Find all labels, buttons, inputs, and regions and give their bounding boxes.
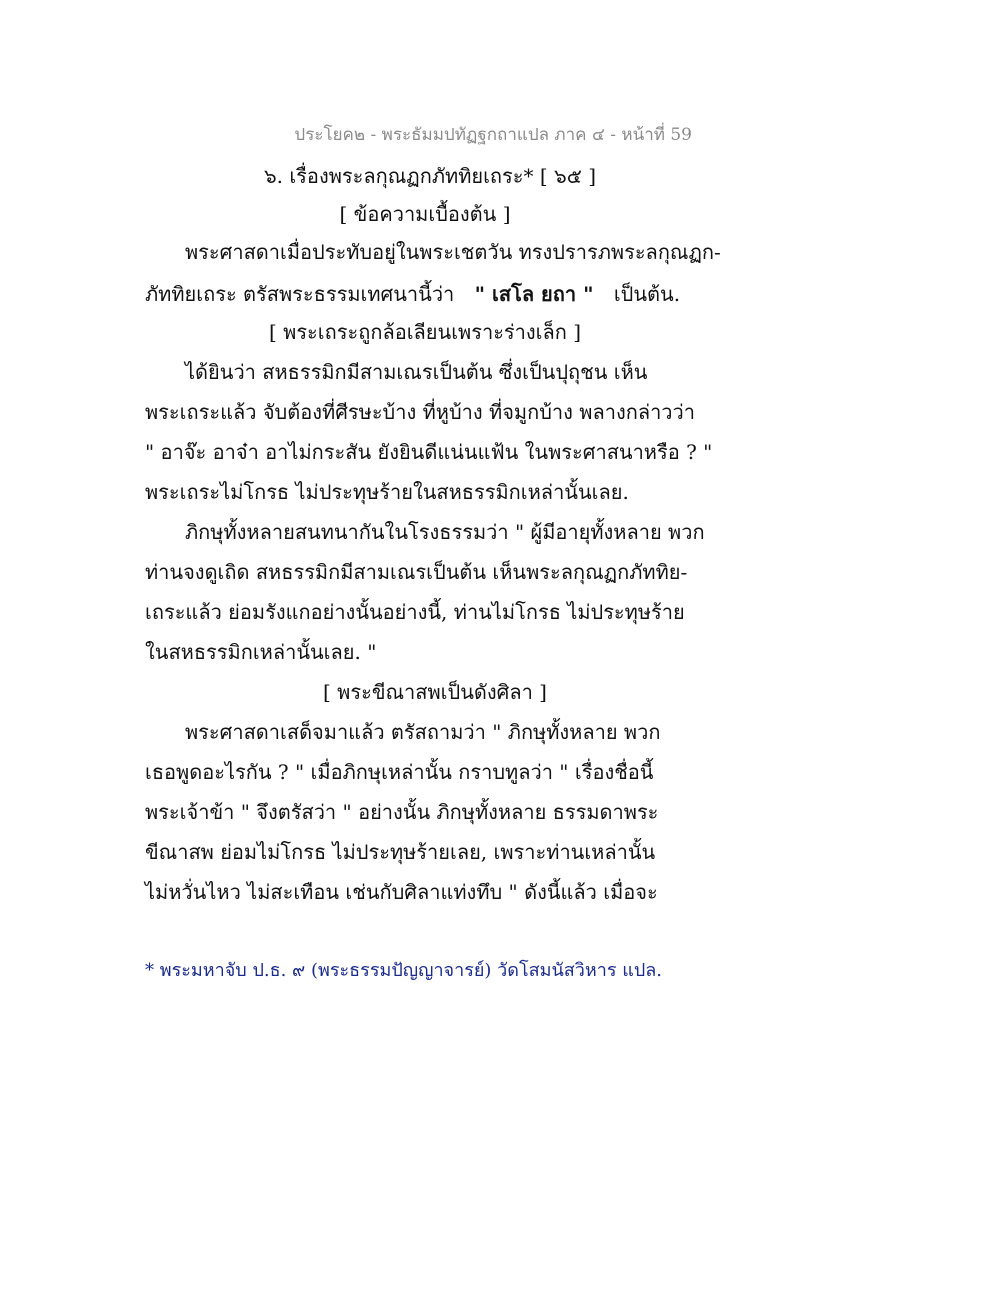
paragraph-line: เถระแล้ว ย่อมรังแกอย่างนั้นอย่างนี้, ท่านไม่โกรธ ไม่ประทุษร้าย [145,600,685,624]
paragraph-line [145,280,680,308]
paragraph-line: ในสหธรรมิกเหล่านั้นเลย. " [145,640,377,664]
paragraph-line: ได้ยินว่า สหธรรมิกมีสามเณรเป็นต้น ซึ่งเป็นปุถุชน เห็น [185,360,648,384]
section-heading-intro: [ ข้อความเบื้องต้น ] [339,202,511,226]
paragraph-line: พระศาสดาเมื่อประทับอยู่ในพระเชตวัน ทรงปรารภพระลกุณฏก- [185,240,721,264]
text-run: ภัททิยเถระ ตรัสพระธรรมเทศนานี้ว่า [145,282,455,306]
running-header: ประโยค๒ - พระธัมมปทัฏฐกถาแปล ภาค ๔ - หน้าที่ 59 [294,125,692,145]
paragraph-line: พระเจ้าข้า " จึงตรัสว่า " อย่างนั้น ภิกษุทั้งหลาย ธรรมดาพระ [145,800,659,824]
paragraph-line: พระเถระไม่โกรธ ไม่ประทุษร้ายในสหธรรมิกเหล่านั้นเลย. [145,480,629,504]
paragraph-line: เธอพูดอะไรกัน ? " เมื่อภิกษุเหล่านั้น กราบทูลว่า " เรื่องชื่อนี้ [145,760,654,784]
paragraph-line: ท่านจงดูเถิด สหธรรมิกมีสามเณรเป็นต้น เห็นพระลกุณฏกภัททิย- [145,560,688,584]
story-title: ๖. เรื่องพระลกุณฏกภัททิยเถระ* [ ๖๕ ] [263,164,597,188]
paragraph-line: ไม่หวั่นไหว ไม่สะเทือน เช่นกับศิลาแท่งทึบ " ดังนี้แล้ว เมื่อจะ [145,880,658,904]
quoted-verse: " เสโล ยถา " [474,282,594,306]
paragraph-line: พระเถระแล้ว จับต้องที่ศีรษะบ้าง ที่หูบ้าง ที่จมูกบ้าง พลางกล่าวว่า [145,400,695,424]
paragraph-line: ขีณาสพ ย่อมไม่โกรธ ไม่ประทุษร้ายเลย, เพราะท่านเหล่านั้น [145,840,656,864]
footnote: * พระมหาจับ ป.ธ. ๙ (พระธรรมปัญญาจารย์) วัดโสมนัสวิหาร แปล. [145,960,663,981]
paragraph-line: ภิกษุทั้งหลายสนทนากันในโรงธรรมว่า " ผู้มีอายุทั้งหลาย พวก [185,520,705,544]
section-heading-mocked: [ พระเถระถูกล้อเลียนเพราะร่างเล็ก ] [268,320,582,344]
paragraph-line: พระศาสดาเสด็จมาแล้ว ตรัสถามว่า " ภิกษุทั้งหลาย พวก [185,720,661,744]
text-run: เป็นต้น. [613,282,681,306]
paragraph-line: " อาจ๊ะ อาจ๋า อาไม่กระสัน ยังยินดีแน่นแฟ้น ในพระศาสนาหรือ ? " [145,440,713,464]
section-heading-arahant: [ พระขีณาสพเป็นดังศิลา ] [323,680,547,704]
